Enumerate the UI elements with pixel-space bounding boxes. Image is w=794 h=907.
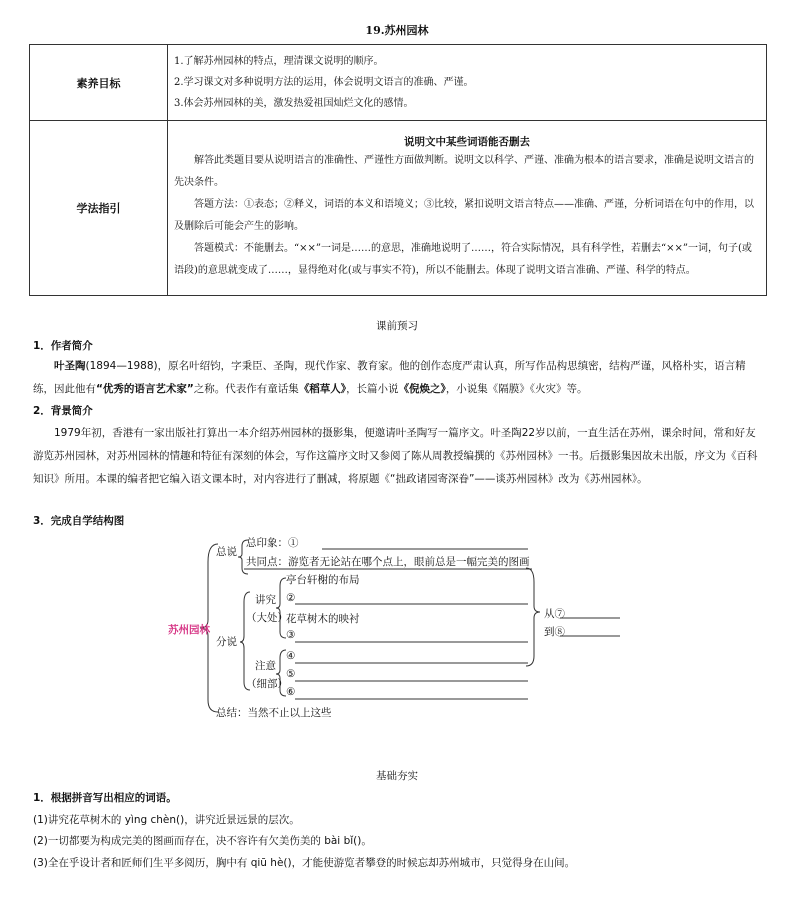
author-text: ，小说集《隔膜》《火灾》等。: [445, 383, 588, 395]
goal-item: 2.学习课文对多种说明方法的运用，体会说明文语言的准确、严谨。: [174, 77, 474, 88]
diagram-blank-4: ④: [286, 650, 296, 662]
diagram-dachu: （大处）: [246, 612, 288, 624]
author-text: 之称。代表作有童话集: [193, 383, 299, 395]
basics-heading: 基础夯实: [376, 770, 418, 782]
author-title: “优秀的语言艺术家”: [96, 383, 194, 395]
question-1-3: (3)全在乎设计者和匠师们生平多阅历，胸中有 qiū hè()，才能使游览者攀登的时候忘却苏州城市，只觉得身在山间。: [33, 857, 576, 869]
goal-content: [168, 45, 767, 121]
author-heading: 1．作者简介: [33, 340, 93, 352]
diagram-fenshuo: 分说: [216, 636, 237, 648]
method-row: [30, 121, 767, 296]
diagram-zongshuo: 总说: [216, 546, 237, 558]
diagram-gongtongdian: 共同点：游览者无论站在哪个点上，眼前总是一幅完美的图画: [246, 556, 530, 568]
diagram-dao: 到⑧: [544, 626, 565, 638]
question-1-2: (2)一切都要为构成完美的图画而存在，决不容许有欠美伤美的 bài bǐ()。: [33, 835, 372, 847]
background-heading: 2．背景简介: [33, 405, 93, 417]
goal-row: [30, 45, 767, 121]
author-work: 《倪焕之》: [398, 383, 446, 395]
question-1-1: (1)讲究花草树木的 yìng chèn()，讲究近景远景的层次。: [33, 814, 300, 826]
diagram-zongjie: 总结：当然不止以上这些: [216, 707, 332, 719]
author-text: (1894—1988)，原名叶绍钧，字秉臣、圣陶，现代作家、教育家。他的创作态度严肃认真，所写作品构思缜密，结构严谨，风格朴实，语言精练，因此他有: [33, 360, 746, 395]
diagram-cong: 从⑦: [544, 608, 565, 620]
method-paragraph: 答题方法：①表态；②释义，词语的本义和语境义；③比较，紧扣说明文语言特点——准确、严谨，分析词语在句中的作用，以及删除后可能会产生的影响。: [174, 199, 754, 232]
diagram-blank-5: ⑤: [286, 668, 296, 680]
method-label: 学法指引: [30, 121, 168, 296]
diagram-blank-6: ⑥: [286, 686, 296, 698]
diagram-blank-2: ②: [286, 592, 296, 604]
diagram-ting: 亭台轩榭的布局: [286, 574, 360, 586]
goal-label: 素养目标: [30, 45, 168, 121]
right-brace: [526, 568, 540, 666]
structure-diagram: [160, 532, 630, 722]
method-title: 说明文中某些词语能否删去: [404, 136, 530, 148]
diagram-huacao: 花草树木的映衬: [286, 613, 360, 625]
goal-item: 1.了解苏州园林的特点，理清课文说明的顺序。: [174, 56, 384, 67]
guide-table: [29, 44, 767, 296]
diagram-zongyinxiang: 总印象：①: [246, 537, 299, 549]
diagram-jiangjiu: 讲究: [255, 594, 276, 606]
author-text: ，长篇小说: [346, 383, 399, 395]
jiangjiu-brace: [276, 578, 286, 638]
goal-item: 3.体会苏州园林的美，激发热爱祖国灿烂文化的感情。: [174, 98, 414, 109]
method-paragraph: 答题模式：不能删去。“××”一词是……的意思，准确地说明了……，符合实际情况，具有科学性，若删去“××”一词，句子(或语段)的意思就变成了……，显得绝对化(或与事实不符)，所以不能删去。体现了说明文语言准确、严谨、科学的特点。: [174, 243, 752, 276]
diagram-zhuyi: 注意: [255, 660, 276, 672]
page-title: 19.苏州园林: [365, 24, 429, 37]
question-1: 1．根据拼音写出相应的词语。: [33, 792, 177, 804]
diagram-root: 苏州园林: [168, 624, 210, 636]
background-paragraph: 1979年初，香港有一家出版社打算出一本介绍苏州园林的摄影集，便邀请叶圣陶写一篇序文。叶圣陶22岁以前，一直生活在苏州，课余时间，常和好友游览苏州园林，对苏州园林的情趣和特征有深刻的体会，写作这篇序文时又参阅了陈从周教授编撰的《苏州园林》一书。后摄影集因故未出版，序文为《百科知识》所用。本课的编者把它编入语文课本时，对内容进行了删减，将原题《“拙政诸园寄深眷”——谈苏州园林》改为《苏州园林》。: [33, 427, 758, 485]
method-content: [168, 121, 767, 296]
diagram-blank-3: ③: [286, 629, 296, 641]
author-paragraph: [33, 355, 763, 401]
author-name: 叶圣陶: [54, 360, 86, 372]
author-work: 《稻草人》: [298, 383, 347, 395]
preview-heading: 课前预习: [376, 320, 418, 332]
diagram-xibu: （细部）: [246, 678, 288, 690]
method-paragraph: 解答此类题目要从说明语言的准确性、严谨性方面做判断。说明文以科学、严谨、准确为根本的语言要求，准确是说明文语言的先决条件。: [174, 155, 754, 188]
structure-heading: 3．完成自学结构图: [33, 515, 125, 527]
